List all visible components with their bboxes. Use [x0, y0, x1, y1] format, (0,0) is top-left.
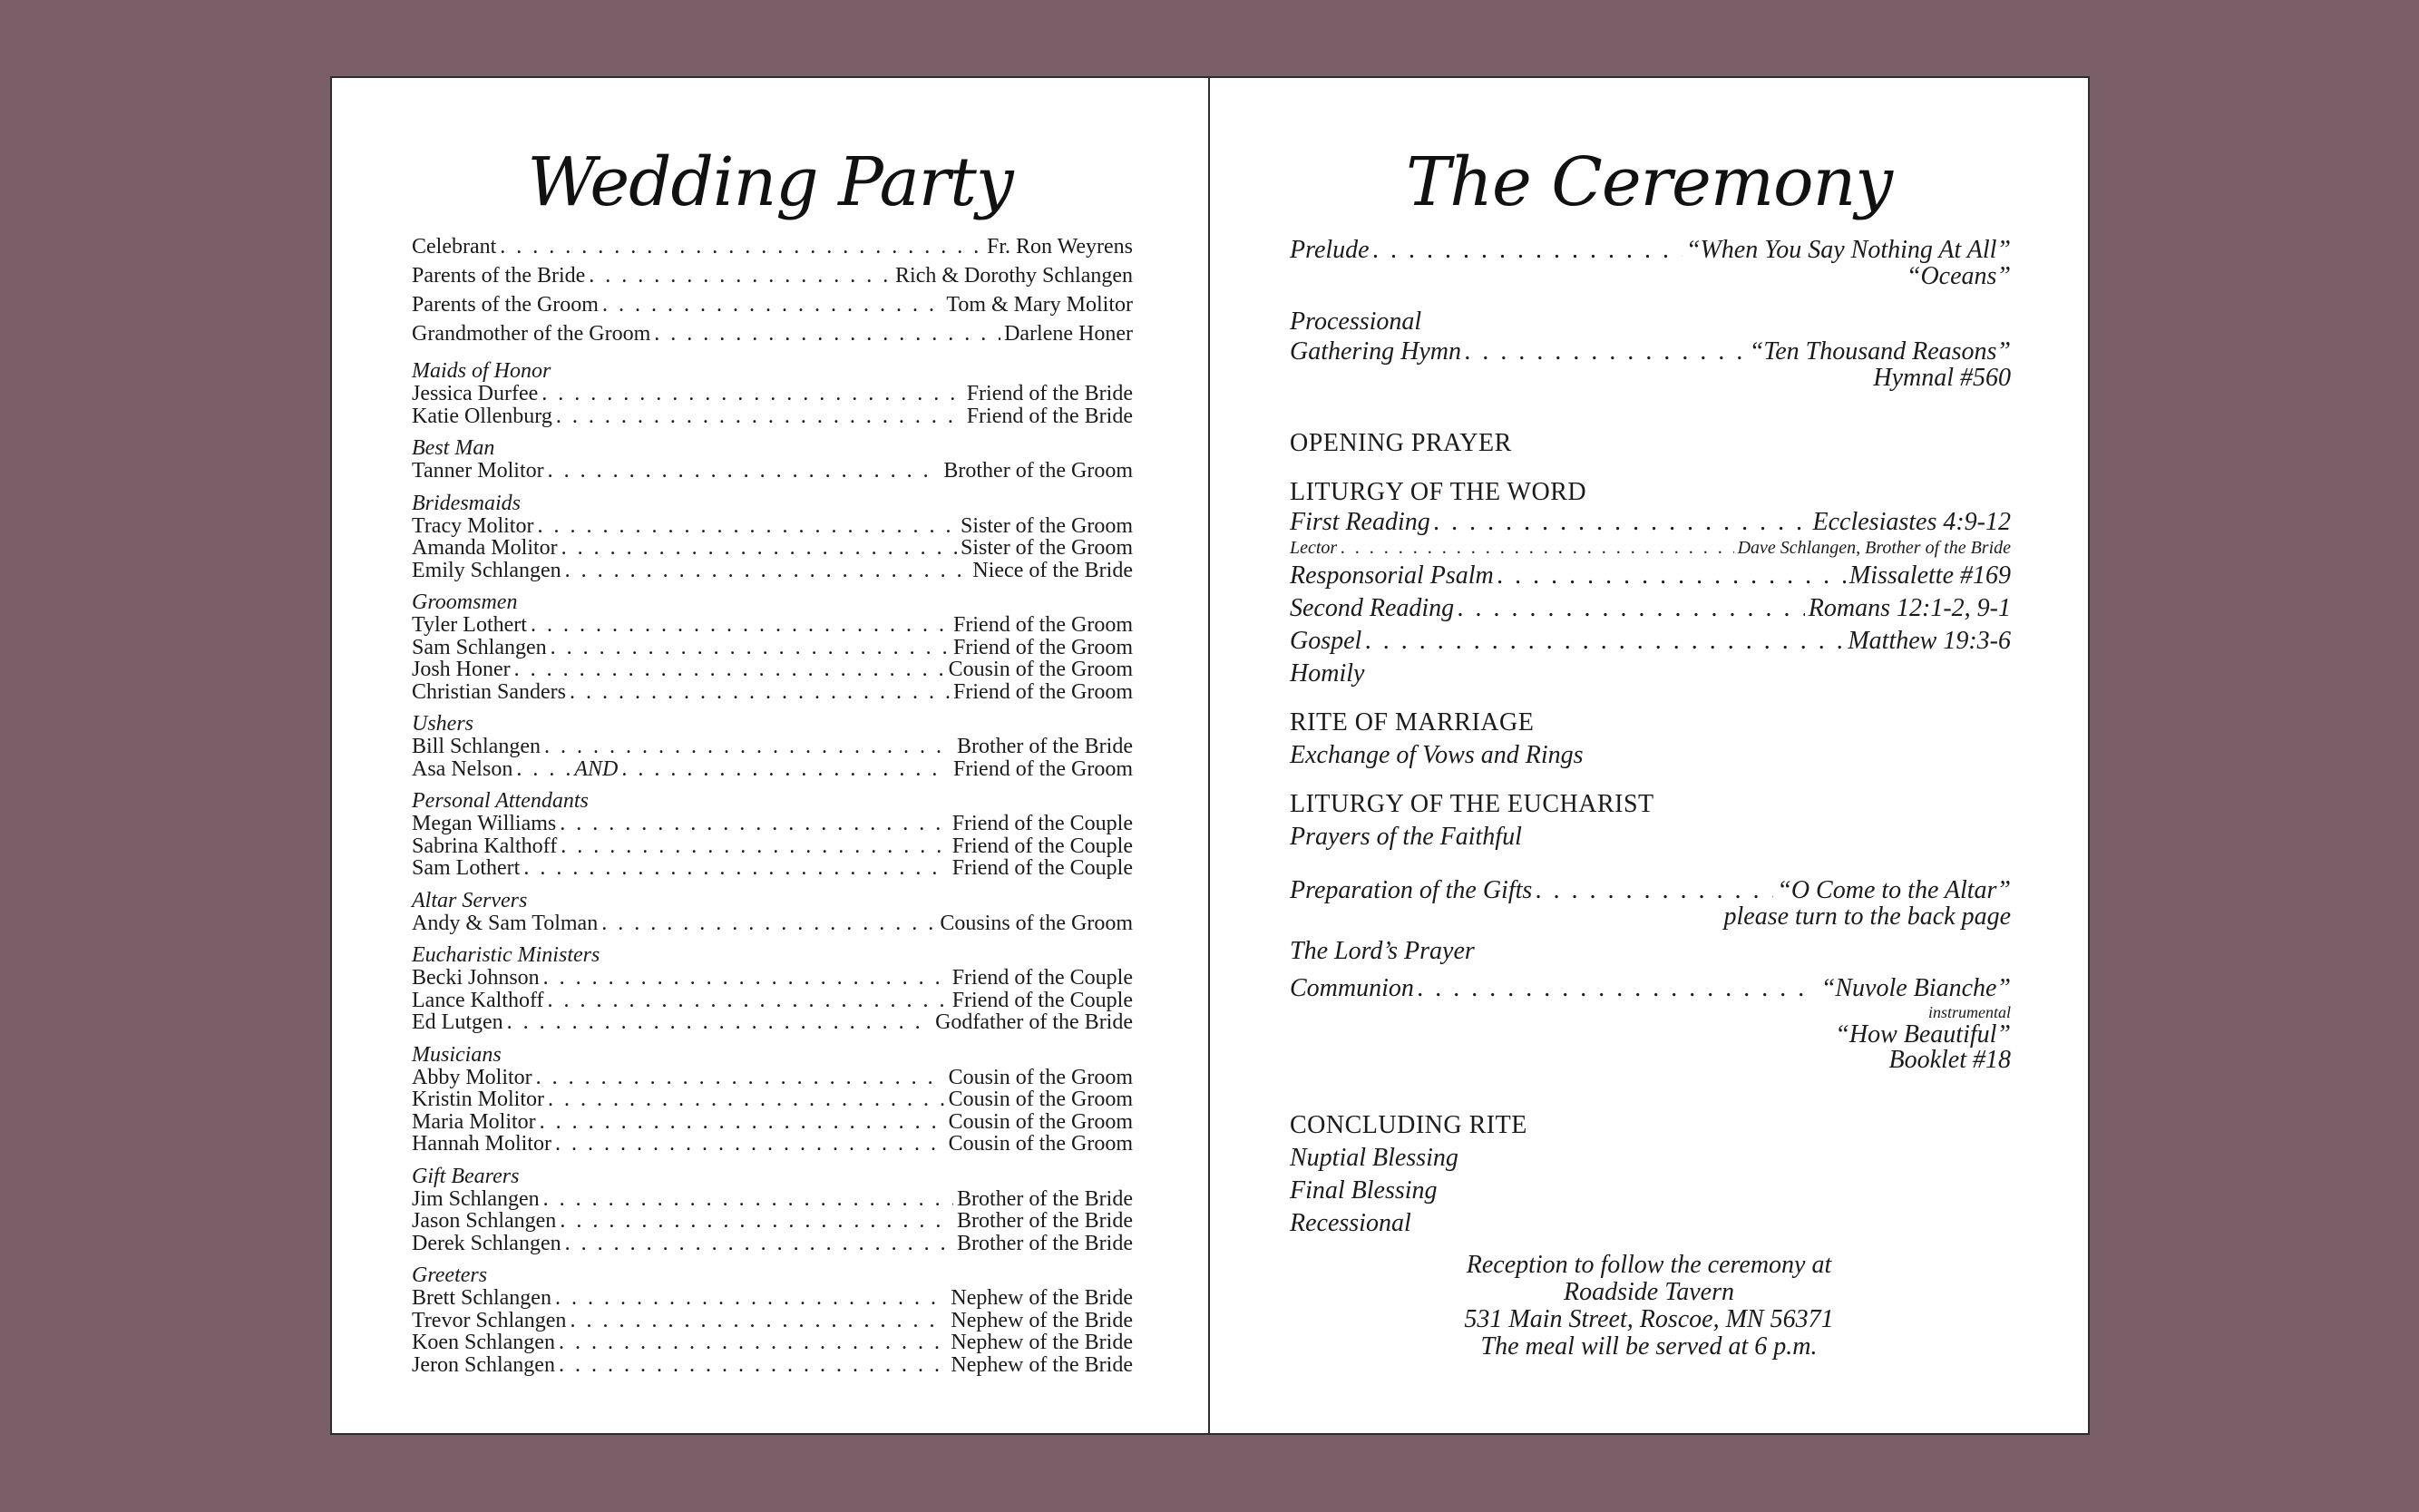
leader-dots	[514, 658, 945, 681]
member-name: Jeron Schlangen	[412, 1352, 555, 1377]
party-member-row	[412, 637, 1133, 659]
group-heading: Personal Attendants	[412, 789, 589, 813]
leader-dots	[570, 1310, 947, 1332]
party-groups	[412, 359, 1133, 1376]
group-heading: Gift Bearers	[412, 1164, 520, 1188]
party-member-row	[412, 835, 1133, 858]
concluding-heading: CONCLUDING RITE	[1290, 1111, 1527, 1139]
party-member-row	[412, 658, 1133, 681]
liturgy-word-heading: LITURGY OF THE WORD	[1290, 478, 1587, 506]
group-heading: Groomsmen	[412, 590, 518, 614]
gifts-song: “O Come to the Altar”	[1777, 876, 2011, 904]
leader-dots	[560, 813, 948, 835]
leader-dots	[556, 405, 963, 428]
opening-prayer-heading: OPENING PRAYER	[1290, 429, 1512, 457]
group-heading: Ushers	[412, 712, 474, 736]
reception-line-1: Reception to follow the ceremony at	[1466, 1251, 1832, 1279]
member-relation: Brother of the Groom	[943, 459, 1133, 483]
leader-dots	[654, 319, 1000, 348]
member-relation: Brother of the Bride	[957, 735, 1133, 758]
leader-dots	[1418, 975, 1818, 1002]
member-relation: Friend of the Couple	[951, 812, 1133, 835]
party-member-row	[412, 1011, 1133, 1034]
member-relation: Friend of the Bride	[966, 382, 1133, 405]
leader-dots	[536, 1067, 945, 1089]
top-roles-list	[412, 232, 1133, 348]
member-relation: Friend of the Couple	[951, 856, 1133, 880]
role-label: Celebrant	[412, 235, 497, 259]
group-heading: Eucharistic Ministers	[412, 943, 600, 967]
member-name: Katie Ollenburg	[412, 404, 552, 428]
communion-note-1: instrumental	[1927, 1003, 2011, 1021]
leader-dots	[1536, 877, 1773, 904]
leader-dots	[589, 261, 892, 290]
member-relation: Friend of the Couple	[951, 988, 1133, 1012]
member-relation: Friend of the Groom	[953, 613, 1133, 637]
second-reading-row	[1290, 592, 2011, 625]
party-member-row	[412, 857, 1133, 880]
leader-dots	[555, 1287, 947, 1310]
leader-dots	[537, 515, 957, 538]
first-reading-value: Ecclesiastes 4:9-12	[1812, 508, 2011, 536]
leader-dots	[523, 857, 948, 880]
member-relation: Cousin of the Groom	[948, 1065, 1133, 1089]
recessional: Recessional	[1290, 1209, 1411, 1237]
rite-marriage-heading: RITE OF MARRIAGE	[1290, 708, 1535, 736]
second-reading-label: Second Reading	[1290, 594, 1455, 622]
first-reading-row	[1290, 509, 2011, 536]
member-name: Maria Molitor	[412, 1109, 536, 1134]
party-member-row	[412, 1111, 1133, 1134]
leader-dots	[548, 460, 941, 483]
party-member-row	[412, 1133, 1133, 1156]
member-relation: Brother of the Bride	[957, 1209, 1133, 1233]
leader-dots	[516, 758, 571, 781]
prelude-row	[1290, 237, 2011, 264]
party-member-row	[412, 1233, 1133, 1255]
party-member-row	[412, 560, 1133, 582]
member-relation: Sister of the Groom	[961, 536, 1133, 560]
member-name: Tracy Molitor	[412, 513, 534, 538]
member-relation: Sister of the Groom	[961, 513, 1133, 538]
prelude-song-1: “When You Say Nothing At All”	[1685, 236, 2011, 264]
lector-label: Lector	[1290, 538, 1338, 558]
member-relation: Nephew of the Bride	[951, 1352, 1133, 1377]
member-relation: Cousin of the Groom	[948, 1132, 1133, 1156]
member-relation: Friend of the Groom	[953, 756, 1133, 781]
wedding-party-list	[412, 232, 1133, 1376]
member-name: Christian Sanders	[412, 679, 566, 704]
member-name: Sam Schlangen	[412, 635, 547, 659]
member-name: Brett Schlangen	[412, 1286, 551, 1310]
top-role-row	[412, 232, 1133, 261]
member-name: Amanda Molitor	[412, 536, 558, 560]
party-member-row	[412, 736, 1133, 758]
leader-dots	[541, 383, 962, 405]
leader-dots	[1434, 509, 1809, 536]
party-member-row	[412, 990, 1133, 1012]
communion-note-2: Booklet #18	[1888, 1046, 2011, 1074]
member-name: Megan Williams	[412, 812, 557, 835]
group-heading: Maids of Honor	[412, 359, 551, 383]
top-role-row	[412, 261, 1133, 290]
party-member-row	[412, 1088, 1133, 1111]
member-name: Abby Molitor	[412, 1065, 532, 1089]
member-name: Tyler Lothert	[412, 613, 527, 637]
lector-row	[1290, 536, 2011, 560]
group-heading: Musicians	[412, 1042, 502, 1067]
member-relation: Friend of the Couple	[951, 966, 1133, 990]
party-member-row	[412, 614, 1133, 637]
left-page	[330, 76, 1210, 1435]
member-relation: Friend of the Bride	[966, 404, 1133, 428]
reception-venue: Roadside Tavern	[1564, 1278, 1734, 1306]
member-name: Sam Lothert	[412, 856, 521, 880]
member-name: Lance Kalthoff	[412, 988, 544, 1012]
prelude-song-2: “Oceans”	[1906, 262, 2011, 290]
group-heading: Bridesmaids	[412, 491, 521, 515]
leader-dots	[561, 537, 957, 560]
first-reading-label: First Reading	[1290, 508, 1430, 536]
leader-dots	[1341, 536, 1733, 560]
leader-dots	[507, 1011, 932, 1034]
member-relation: Nephew of the Bride	[951, 1286, 1133, 1310]
vows-item: Exchange of Vows and Rings	[1290, 741, 1584, 769]
member-name: Sabrina Kalthoff	[412, 834, 558, 858]
party-member-row	[412, 537, 1133, 560]
member-relation: Niece of the Bride	[972, 558, 1133, 582]
member-relation: Nephew of the Bride	[951, 1308, 1133, 1332]
leader-dots	[1365, 625, 1844, 658]
group-heading: Greeters	[412, 1263, 488, 1287]
role-label: Grandmother of the Groom	[412, 322, 651, 346]
member-relation: Brother of the Bride	[957, 1186, 1133, 1211]
liturgy-eucharist-heading: LITURGY OF THE EUCHARIST	[1290, 790, 1654, 818]
party-member-row	[412, 405, 1133, 428]
party-member-row	[412, 1332, 1133, 1354]
gifts-label: Preparation of the Gifts	[1290, 876, 1533, 904]
top-role-row	[412, 290, 1133, 319]
gospel-row	[1290, 625, 2011, 658]
leader-dots	[1465, 338, 1746, 366]
prelude-label: Prelude	[1290, 236, 1370, 264]
leader-dots	[500, 232, 983, 261]
homily: Homily	[1290, 659, 1365, 688]
gathering-hymn-song: “Ten Thousand Reasons”	[1749, 337, 2011, 366]
psalm-row	[1290, 560, 2011, 592]
leader-dots	[561, 835, 949, 858]
top-role-row	[412, 319, 1133, 348]
communion-row	[1290, 975, 2011, 1002]
gifts-note: please turn to the back page	[1723, 902, 2011, 931]
leader-dots	[559, 1332, 947, 1354]
hymnal-number: Hymnal #560	[1873, 364, 2011, 392]
leader-dots	[570, 681, 950, 704]
member-name: Ed Lutgen	[412, 1010, 503, 1034]
lords-prayer: The Lord’s Prayer	[1290, 937, 1475, 965]
reception-meal-time: The meal will be served at 6 p.m.	[1480, 1332, 1818, 1361]
second-reading-value: Romans 12:1-2, 9-1	[1808, 594, 2011, 622]
role-name: Tom & Mary Molitor	[946, 293, 1133, 317]
party-member-row	[412, 813, 1133, 835]
leader-dots	[565, 560, 970, 582]
ceremony-program	[1290, 237, 2011, 1240]
leader-dots	[560, 1210, 953, 1233]
gospel-value: Matthew 19:3-6	[1848, 627, 2011, 655]
member-relation: Friend of the Groom	[953, 679, 1133, 704]
leader-dots-group	[516, 758, 950, 781]
party-member-row	[412, 967, 1133, 990]
leader-dots	[1458, 592, 1805, 625]
member-relation: Brother of the Bride	[957, 1231, 1133, 1255]
prayers-item: Prayers of the Faithful	[1290, 823, 1522, 851]
leader-dots	[559, 1354, 947, 1377]
member-relation: Friend of the Groom	[953, 635, 1133, 659]
leader-dots	[548, 1088, 945, 1111]
member-name: Asa Nelson	[412, 756, 513, 781]
gifts-row	[1290, 877, 2011, 904]
party-member-row	[412, 912, 1133, 935]
gathering-hymn-label: Gathering Hymn	[1290, 337, 1461, 366]
processional: Processional	[1290, 307, 1422, 336]
party-member-row	[412, 681, 1133, 704]
leader-dots	[602, 290, 942, 319]
final-blessing: Final Blessing	[1290, 1176, 1438, 1205]
member-name: Tanner Molitor	[412, 459, 544, 483]
leader-dots	[543, 1188, 953, 1211]
leader-dots	[1497, 560, 1846, 592]
party-member-row	[412, 758, 1133, 781]
member-relation: Godfather of the Bride	[935, 1010, 1133, 1034]
role-label: Parents of the Groom	[412, 293, 599, 317]
role-name: Rich & Dorothy Schlangen	[895, 264, 1133, 288]
party-member-row	[412, 1354, 1133, 1377]
party-member-row	[412, 460, 1133, 483]
party-member-row	[412, 1287, 1133, 1310]
leader-dots	[551, 637, 950, 659]
leader-dots	[543, 967, 949, 990]
leader-dots	[548, 990, 949, 1012]
member-name: Kristin Molitor	[412, 1088, 545, 1111]
leader-dots	[601, 912, 936, 935]
leader-dots	[531, 614, 950, 637]
nuptial-blessing: Nuptial Blessing	[1290, 1144, 1458, 1172]
party-member-row	[412, 1067, 1133, 1089]
leader-dots	[555, 1133, 945, 1156]
leader-dots	[621, 758, 950, 781]
psalm-value: Missalette #169	[1848, 561, 2011, 590]
member-name: Hannah Molitor	[412, 1132, 551, 1156]
role-name: Darlene Honer	[1004, 322, 1133, 346]
group-heading: Best Man	[412, 436, 495, 460]
member-name: Jason Schlangen	[412, 1209, 557, 1233]
member-name: Bill Schlangen	[412, 735, 541, 758]
leader-dots	[540, 1111, 945, 1134]
psalm-label: Responsorial Psalm	[1290, 561, 1494, 590]
member-name: Koen Schlangen	[412, 1331, 555, 1354]
role-label: Parents of the Bride	[412, 264, 586, 288]
gospel-label: Gospel	[1290, 627, 1362, 655]
gathering-hymn-row	[1290, 338, 2011, 366]
party-member-row	[412, 383, 1133, 405]
wedding-party-title: Wedding Party	[527, 143, 1013, 221]
member-name: Becki Johnson	[412, 966, 540, 990]
communion-label: Communion	[1290, 974, 1414, 1002]
member-name: Jessica Durfee	[412, 382, 539, 405]
role-name: Fr. Ron Weyrens	[987, 235, 1133, 259]
member-name: Trevor Schlangen	[412, 1308, 567, 1332]
member-relation: Cousins of the Groom	[940, 911, 1133, 935]
member-name: Derek Schlangen	[412, 1231, 561, 1255]
member-name: Emily Schlangen	[412, 558, 561, 582]
party-member-row	[412, 1210, 1133, 1233]
member-relation: Cousin of the Groom	[948, 1088, 1133, 1111]
member-name: Josh Honer	[412, 658, 511, 681]
right-page	[1208, 76, 2090, 1435]
member-relation: Cousin of the Groom	[948, 1109, 1133, 1134]
and-connector: AND	[574, 757, 619, 780]
ceremony-title: The Ceremony	[1405, 143, 1893, 221]
reception-info	[1210, 1252, 2088, 1361]
leader-dots	[1373, 237, 1683, 264]
leader-dots	[565, 1233, 953, 1255]
member-relation: Nephew of the Bride	[951, 1331, 1133, 1354]
member-name: Jim Schlangen	[412, 1186, 540, 1211]
lector-value: Dave Schlangen, Brother of the Bride	[1737, 538, 2011, 558]
member-relation: Friend of the Couple	[951, 834, 1133, 858]
party-member-row	[412, 1188, 1133, 1211]
leader-dots	[544, 736, 953, 758]
party-member-row	[412, 1310, 1133, 1332]
reception-address: 531 Main Street, Roscoe, MN 56371	[1464, 1305, 1834, 1333]
group-heading: Altar Servers	[412, 888, 528, 912]
party-member-row	[412, 515, 1133, 538]
communion-song-2: “How Beautiful”	[1835, 1020, 2011, 1049]
member-relation: Cousin of the Groom	[948, 658, 1133, 681]
communion-song-1: “Nuvole Bianche”	[1820, 974, 2011, 1002]
member-name: Andy & Sam Tolman	[412, 911, 599, 935]
